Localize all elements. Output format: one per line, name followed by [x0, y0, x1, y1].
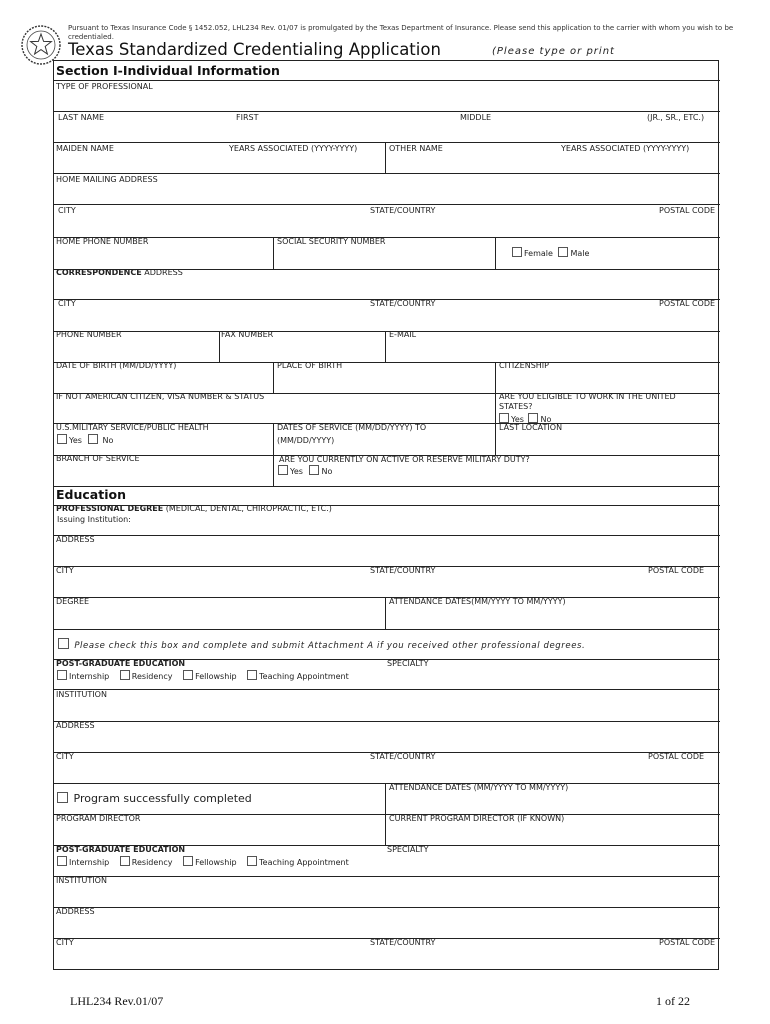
correspondence-state-label: STATE/COUNTRY [370, 299, 436, 308]
postgrad-1-postal-label: POSTAL CODE [648, 752, 705, 761]
postgrad-1-fellowship-checkbox[interactable] [183, 670, 193, 680]
active-duty-no-label: No [321, 467, 333, 476]
postgrad-1-specialty-label: SPECIALTY [387, 659, 429, 668]
eligible-label-2: STATES? [499, 402, 533, 411]
eligible-no-label: No [540, 415, 552, 424]
postgrad-2-internship-label: Internship [69, 858, 110, 867]
postgrad-1-internship-checkbox[interactable] [57, 670, 67, 680]
postgrad-1-fellowship-label: Fellowship [195, 672, 237, 681]
postgrad-1-city-label: CITY [56, 752, 74, 761]
postgrad-1-institution-label: INSTITUTION [56, 690, 107, 699]
program-completed [57, 792, 252, 804]
suffix-label: (JR., SR., ETC.) [647, 113, 705, 122]
program-completed-checkbox[interactable] [57, 792, 68, 803]
postgrad-1-residency-label: Residency [131, 672, 173, 681]
dob-label: DATE OF BIRTH (MM/DD/YYYY) [56, 361, 177, 370]
city-label: CITY [58, 206, 76, 215]
military-service-label: U.S.MILITARY SERVICE/PUBLIC HEALTH [56, 423, 209, 432]
postgrad-2-state-label: STATE/COUNTRY [370, 938, 436, 947]
eligible-no-checkbox[interactable] [528, 413, 538, 423]
email-label: E-MAIL [389, 330, 417, 339]
gender-options [512, 247, 589, 259]
edu-attendance-dates-label: ATTENDANCE DATES(MM/YYYY TO MM/YYYY) [389, 597, 566, 606]
active-duty-no-checkbox[interactable] [309, 465, 319, 475]
state-country-label: STATE/COUNTRY [370, 206, 436, 215]
edu-postal-label: POSTAL CODE [648, 566, 705, 575]
professional-degree-label: PROFESSIONAL DEGREE (MEDICAL, DENTAL, CHIROPRACTIC, ETC.) [56, 504, 332, 513]
attachment-a-checkbox[interactable] [58, 638, 69, 649]
last-name-label: LAST NAME [58, 113, 105, 122]
current-director-label: CURRENT PROGRAM DIRECTOR (IF KNOWN) [389, 814, 565, 823]
legal-notice: Pursuant to Texas Insurance Code § 1452.052, LHL234 Rev. 01/07 is promulgated by the Texas Department of Insurance. Please send this application to the carrier with whom you wish to be credentialed. [68, 24, 734, 41]
type-or-print-note: (Please type or print [492, 46, 615, 57]
other-name-label: OTHER NAME [389, 144, 443, 153]
correspondence-address-label: CORRESPONDENCE ADDRESS [56, 268, 183, 277]
edu-address-label: ADDRESS [56, 535, 95, 544]
postgrad-2-title: POST-GRADUATE EDUCATION [56, 845, 186, 854]
postgrad-1-teaching-label: Teaching Appointment [259, 672, 349, 681]
postgrad-2-city-label: CITY [56, 938, 74, 947]
program-completed-label: Program successfully completed [73, 792, 252, 805]
active-duty-options [278, 465, 332, 477]
active-duty-yes-label: Yes [290, 467, 303, 476]
dates-of-service-label-2: (MM/DD/YYYY) [277, 436, 335, 445]
postgrad-1-address-label: ADDRESS [56, 721, 95, 730]
active-duty-label: ARE YOU CURRENTLY ON ACTIVE OR RESERVE MILITARY DUTY? [279, 455, 530, 464]
program-director-label: PROGRAM DIRECTOR [56, 814, 141, 823]
postgrad-2-options [57, 856, 349, 868]
home-mailing-address-label: HOME MAILING ADDRESS [56, 175, 158, 184]
attachment-note [58, 638, 585, 651]
maiden-name-label: MAIDEN NAME [56, 144, 114, 153]
visa-label: IF NOT AMERICAN CITIZEN, VISA NUMBER & STATUS [56, 392, 265, 401]
postgrad-1-state-label: STATE/COUNTRY [370, 752, 436, 761]
postgrad-2-address-label: ADDRESS [56, 907, 95, 916]
branch-of-service-label: BRANCH OF SERVICE [56, 454, 140, 463]
citizenship-label: CITIZENSHIP [499, 361, 549, 370]
last-location-label: LAST LOCATION [499, 423, 563, 432]
postgrad-2-postal-label: POSTAL CODE [659, 938, 716, 947]
dates-of-service-label-1: DATES OF SERVICE (MM/DD/YYYY) TO [277, 423, 427, 432]
postgrad-2-teaching-checkbox[interactable] [247, 856, 257, 866]
postgrad-1-teaching-checkbox[interactable] [247, 670, 257, 680]
degree-label: DEGREE [56, 597, 90, 606]
military-no-label: No [102, 436, 114, 445]
edu-state-label: STATE/COUNTRY [370, 566, 436, 575]
page-number: 1 of 22 [656, 994, 690, 1008]
postgrad-2-teaching-label: Teaching Appointment [259, 858, 349, 867]
postgrad-2-institution-label: INSTITUTION [56, 876, 107, 885]
years-associated-label: YEARS ASSOCIATED (YYYY-YYYY) [229, 144, 358, 153]
postgrad-2-residency-label: Residency [131, 858, 173, 867]
first-name-label: FIRST [236, 113, 259, 122]
phone-number-label: PHONE NUMBER [56, 330, 122, 339]
postgrad-2-residency-checkbox[interactable] [120, 856, 130, 866]
postgrad-2-internship-checkbox[interactable] [57, 856, 67, 866]
issuing-institution-label: Issuing Institution: [57, 515, 131, 524]
home-phone-label: HOME PHONE NUMBER [56, 237, 149, 246]
eligible-yes-checkbox[interactable] [499, 413, 509, 423]
postgrad-1-attendance-label: ATTENDANCE DATES (MM/YYYY TO MM/YYYY) [389, 783, 569, 792]
other-years-associated-label: YEARS ASSOCIATED (YYYY-YYYY) [561, 144, 690, 153]
postgrad-1-options [57, 670, 349, 682]
credentialing-form [53, 60, 719, 970]
female-checkbox[interactable] [512, 247, 522, 257]
type-of-professional-label: TYPE OF PROFESSIONAL [56, 82, 153, 91]
female-label: Female [524, 249, 553, 258]
postgrad-1-residency-checkbox[interactable] [120, 670, 130, 680]
eligible-yes-label: Yes [511, 415, 524, 424]
postgrad-2-fellowship-label: Fellowship [195, 858, 237, 867]
male-label: Male [570, 249, 590, 258]
postgrad-2-fellowship-checkbox[interactable] [183, 856, 193, 866]
place-of-birth-label: PLACE OF BIRTH [277, 361, 343, 370]
postgrad-1-title: POST-GRADUATE EDUCATION [56, 659, 186, 668]
ssn-label: SOCIAL SECURITY NUMBER [277, 237, 386, 246]
fax-number-label: FAX NUMBER [221, 330, 274, 339]
attachment-note-text: Please check this box and complete and submit Attachment A if you received other professional degrees. [74, 641, 586, 651]
correspondence-postal-label: POSTAL CODE [659, 299, 716, 308]
edu-city-label: CITY [56, 566, 74, 575]
military-no-checkbox[interactable] [88, 434, 98, 444]
postal-code-label: POSTAL CODE [659, 206, 716, 215]
postgrad-1-internship-label: Internship [69, 672, 110, 681]
military-yes-label: Yes [69, 436, 82, 445]
section-title: Section I-Individual Information [56, 63, 280, 78]
correspondence-city-label: CITY [58, 299, 76, 308]
military-yes-checkbox[interactable] [57, 434, 67, 444]
active-duty-yes-checkbox[interactable] [278, 465, 288, 475]
postgrad-2-specialty-label: SPECIALTY [387, 845, 429, 854]
document-title: Texas Standardized Credentialing Application [68, 40, 441, 59]
form-id: LHL234 Rev.01/07 [70, 994, 164, 1008]
middle-name-label: MIDDLE [460, 113, 492, 122]
male-checkbox[interactable] [558, 247, 568, 257]
eligible-label-1: ARE YOU ELIGIBLE TO WORK IN THE UNITED [499, 392, 676, 401]
military-options [57, 434, 113, 446]
education-title: Education [56, 487, 126, 502]
